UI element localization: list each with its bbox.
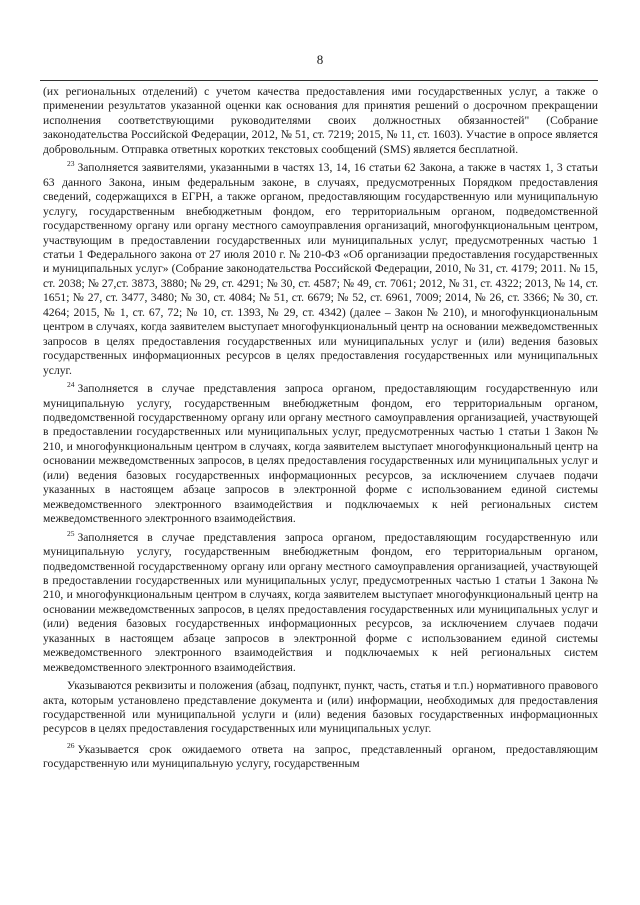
footnote-marker: 23 [67,159,75,169]
footnote-25 [43,527,598,676]
paragraph-text: Указывается срок ожидаемого ответа на запрос, представленный органом, предоставляющим государственную или муниципальную услугу, государственным [43,742,598,771]
footnote-marker: 24 [67,380,75,390]
footnote-continuation-paragraph [43,679,598,737]
paragraph-text: Заполняется заявителями, указанными в частях 13, 14, 16 статьи 62 Закона, а также в частях 1, 3 статьи 63 данного Закона, иным федеральным законе, в случаях, предусмотренных Порядком предоставления сведений, содержащихся в ЕГРН, а также органом, предоставляющим государственную или муниципальную услугу, государственным внебюджетным фондом, его территориальным органом, подведомственной государственному органу или органу местного самоуправления организаций, многофункциональным центром, участвующим в предоставлении государственных или муниципальных услуг, предусмотренных частью 1 статьи 1 Федерального закона от 27 июля 2010 г. № 210-ФЗ «Об организации предоставления государственных и муниципальных услуг» (Собрание законодательства Российской Федерации, 2010, № 31, ст. 4179; 2011. № 15, ст. 2038; № 27,ст. 3873, 3880; № 29, ст. 4291; № 30, ст. 4587; № 49, ст. 7061; 2012, № 31, ст. 4322; 2013, № 14, ст. 1651; № 27, ст. 3477, 3480; № 30, ст. 4084; № 51, ст. 6679; № 52, ст. 6961, 7009; 2014, № 26, ст. 3366; № 30, ст. 4264; 2015, № 1, ст. 67, 72; № 10, ст. 1393, № 29, ст. 4342) (далее – Закон № 210), и многофункциональным центром в случаях, когда заявителем выступает многофункциональный центр на основании межведомственных запросов в целях предоставления государственных или муниципальных услуг и (или) ведения базовых государственных информационных ресурсов в целях предоставления государственных или муниципальных услуг. [43,161,598,377]
footnote-26 [43,739,598,772]
paragraph-text: Заполняется в случае представления запроса органом, предоставляющим государственную или муниципальную услугу, государственным внебюджетным фондом, его территориальным органом, подведомственной государственному органу или органу местного самоуправления организацией, участвующей в предоставлении государственных или муниципальных услуг, предусмотренных частью 1 статьи 1 Закон № 210, и многофункциональным центром в случаях, когда заявителем выступает многофункциональный центр на основании межведомственных запросов, в целях предоставления государственных или муниципальных услуг и (или) ведения базовых государственных информационных ресурсов, за исключением случаев подачи указанных в настоящем абзаце запросов в электронной форме с использованием единой системы межведомственного электронного взаимодействия и подключаемых к ней региональных систем межведомственного электронного взаимодействия. [43,382,598,526]
footnote-24 [43,378,598,527]
footnote-marker: 26 [67,740,75,750]
header-divider [40,80,598,81]
page-number: 8 [316,52,324,67]
footnotes-body [43,85,598,772]
paragraph-text: Указываются реквизиты и положения (абзац, подпункт, пункт, часть, статья и т.п.) нормативного правового акта, которым установлено представление документа и (или) информации, необходимых для предоставления государственной или муниципальной услуги и (или) ведения базовых государственных информационных ресурсов в целях предоставления государственных или муниципальных услуг. [43,679,598,736]
footnote-marker: 25 [67,528,75,538]
paragraph-text: (их региональных отделений) с учетом качества предоставления ими государственных услуг, а также о применении результатов указанной оценки как основания для принятия решений о досрочном прекращении исполнения соответствующими руководителями своих должностных обязанностей" (Собрание законодательства Российской Федерации, 2012, № 51, ст. 7219; 2015, № 11, ст. 1603). Участие в опросе является добровольным. Отправка ответных коротких текстовых сообщений (SMS) является бесплатной. [43,85,598,156]
footnote-23 [43,157,598,378]
paragraph-text: Заполняется в случае представления запроса органом, предоставляющим государственную или муниципальную услугу, государственным внебюджетным фондом, его территориальным органом, подведомственной государственному органу или органу местного самоуправления организацией, участвующей в предоставлении государственных или муниципальных услуг, предусмотренных частью 1 статьи 1 Закона № 210, и многофункциональным центром в случаях, когда заявителем выступает многофункциональный центр на основании межведомственных запросов, в целях предоставления государственных или муниципальных услуг и (или) ведения базовых государственных информационных ресурсов, за исключением случаев подачи указанных в настоящем абзаце запросов в электронной форме с использованием единой системы межведомственного электронного взаимодействия и подключаемых к ней региональных систем межведомственного электронного взаимодействия. [43,530,598,674]
footnote-continuation-paragraph [43,85,598,157]
